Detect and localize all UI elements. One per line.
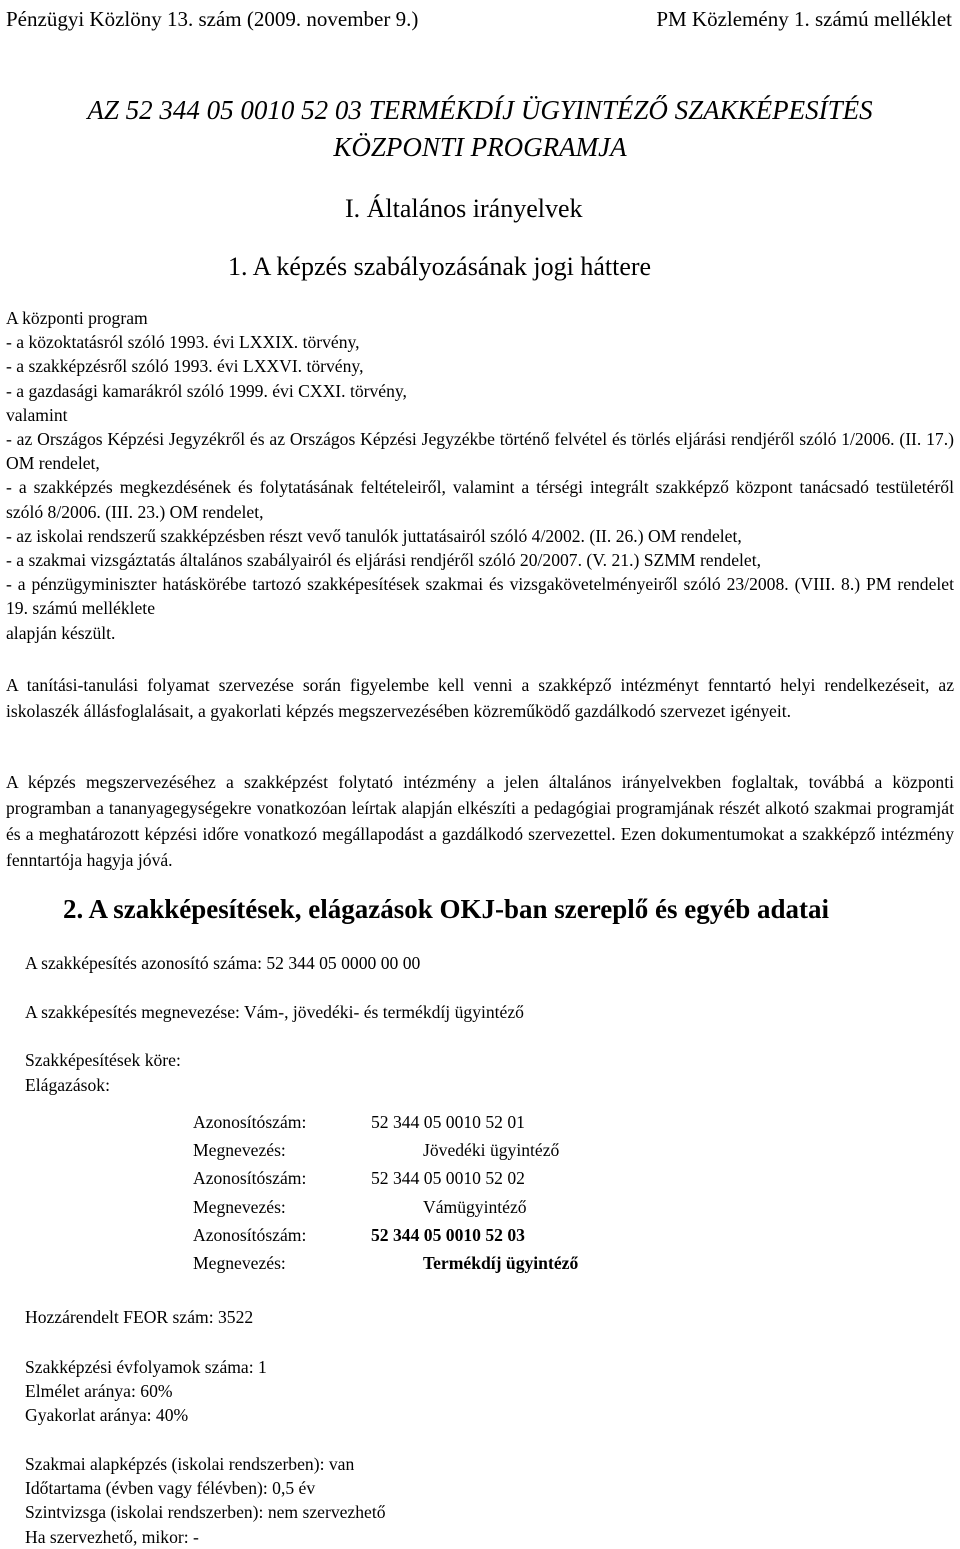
branch-id-row	[193, 1224, 723, 1252]
title-line-2: KÖZPONTI PROGRAMJA	[333, 132, 627, 162]
qualification-scope-label: Szakképesítések köre:	[25, 1050, 181, 1070]
name-label: Megnevezés:	[193, 1252, 286, 1273]
branch-id-row	[193, 1167, 723, 1195]
qualification-id: A szakképesítés azonosító száma: 52 344 05 0000 00 00	[25, 953, 421, 973]
branch-name-row	[193, 1252, 723, 1280]
basic-training: Szakmai alapképzés (iskolai rendszerben): van	[25, 1454, 355, 1474]
branch-name-row	[193, 1139, 723, 1167]
legal-intro: A központi program	[6, 308, 148, 328]
practice-ratio: Gyakorlat aránya: 40%	[25, 1405, 189, 1426]
training-ratios	[25, 1355, 267, 1428]
section-2-heading: 2. A szakképesítések, elágazások OKJ-ban szereplő és egyéb adatai	[63, 894, 829, 924]
level-exam: Szintvizsga (iskolai rendszerben): nem szervezhető	[25, 1502, 386, 1523]
page-header	[6, 6, 952, 36]
name-value: Vámügyintéző	[423, 1196, 527, 1217]
branch-id-row	[193, 1111, 723, 1139]
name-label: Megnevezés:	[193, 1196, 286, 1217]
paragraph-teaching-process: A tanítási-tanulási folyamat szervezése során figyelembe kell venni a szakképző intézményt fenntartó helyi rendelkezéseit, az iskolaszék állásfoglalásait, a gyakorlati képzés megszervezésében közreműködő gazdálkodó szervezet igényeit.	[6, 675, 954, 721]
title-line-1: AZ 52 344 05 0010 52 03 TERMÉKDÍJ ÜGYINTÉZŐ SZAKKÉPESÍTÉS	[87, 95, 873, 125]
regulation-item: - az iskolai rendszerű szakképzésben részt vevő tanulók juttatásairól szóló 4/2002. (II. 26.) OM rendelet,	[6, 525, 742, 546]
legal-closing: alapján készült.	[6, 622, 116, 643]
paragraph-training-organization: A képzés megszervezéséhez a szakképzést folytató intézmény a jelen általános irányelvekben foglaltak, továbbá a központi programban a tananyagegységekre vonatkozóan leírtak alapján elkészíti a pedagógiai programjának részét alkotó szakmai programját és a meghatározott képzési időre vonatkozó megállapodást a gazdálkodó szervezettel. Ezen dokumentumokat a szakképző intézmény fenntartója hagyja jóvá.	[6, 772, 954, 870]
regulation-item: - a szakmai vizsgáztatás általános szabályairól és eljárási rendjéről szóló 20/2007. (V. 21.) SZMM rendelet,	[6, 550, 761, 571]
id-value: 52 344 05 0010 52 01	[371, 1112, 525, 1132]
publication-info: Pénzügyi Közlöny 13. szám (2009. november 9.)	[6, 7, 419, 31]
regulation-item: - a szakképzés megkezdésének és folytatásának feltételeiről, valamint a térségi integrált szakképző központ tanácsadó testületéről szóló 8/2006. (III. 23.) OM rendelet,	[6, 477, 954, 522]
annex-label: PM Közlemény 1. számú melléklet	[656, 7, 952, 31]
id-label: Azonosítószám:	[193, 1224, 307, 1245]
legal-background	[6, 306, 954, 645]
theory-ratio: Elmélet aránya: 60%	[25, 1381, 173, 1402]
regulation-item: - a pénzügyminiszter hatáskörébe tartozó szakképesítések szakmai és vizsgakövetelményeiről szóló 23/2008. (VIII. 8.) PM rendelet 19. számú melléklete	[6, 574, 954, 619]
feor-number: Hozzárendelt FEOR szám: 3522	[25, 1307, 254, 1327]
law-item: - a szakképzésről szóló 1993. évi LXXVI. törvény,	[6, 356, 364, 377]
valamint-label: valamint	[6, 404, 68, 425]
law-item: - a gazdasági kamarákról szóló 1999. évi CXXI. törvény,	[6, 380, 407, 401]
law-item: - a közoktatásról szóló 1993. évi LXXIX. törvény,	[6, 332, 360, 353]
duration: Időtartama (évben vagy félévben): 0,5 év	[25, 1478, 316, 1499]
section-1-heading: 1. A képzés szabályozásának jogi háttere	[228, 252, 652, 281]
name-value-highlighted: Termékdíj ügyintéző	[423, 1252, 579, 1273]
id-value: 52 344 05 0010 52 02	[371, 1168, 525, 1189]
name-value: Jövedéki ügyintéző	[423, 1140, 560, 1161]
id-label: Azonosítószám:	[193, 1112, 307, 1132]
branches-table	[193, 1111, 723, 1280]
id-label: Azonosítószám:	[193, 1168, 307, 1189]
qualification-name: A szakképesítés megnevezése: Vám-, jövedéki- és termékdíj ügyintéző	[25, 1002, 524, 1022]
basic-training-info	[25, 1452, 386, 1549]
document-title	[0, 92, 960, 166]
branch-name-row	[193, 1196, 723, 1224]
id-value-highlighted: 52 344 05 0010 52 03	[371, 1224, 525, 1245]
name-label: Megnevezés:	[193, 1140, 286, 1161]
grade-count: Szakképzési évfolyamok száma: 1	[25, 1357, 267, 1377]
level-exam-when: Ha szervezhető, mikor: -	[25, 1526, 199, 1547]
regulation-item: - az Országos Képzési Jegyzékről és az Országos Képzési Jegyzékbe történő felvétel és törlés eljárási rendjéről szóló 1/2006. (II. 17.) OM rendelet,	[6, 429, 954, 474]
chapter-heading: I. Általános irányelvek	[345, 194, 583, 223]
branches-label: Elágazások:	[25, 1075, 110, 1095]
